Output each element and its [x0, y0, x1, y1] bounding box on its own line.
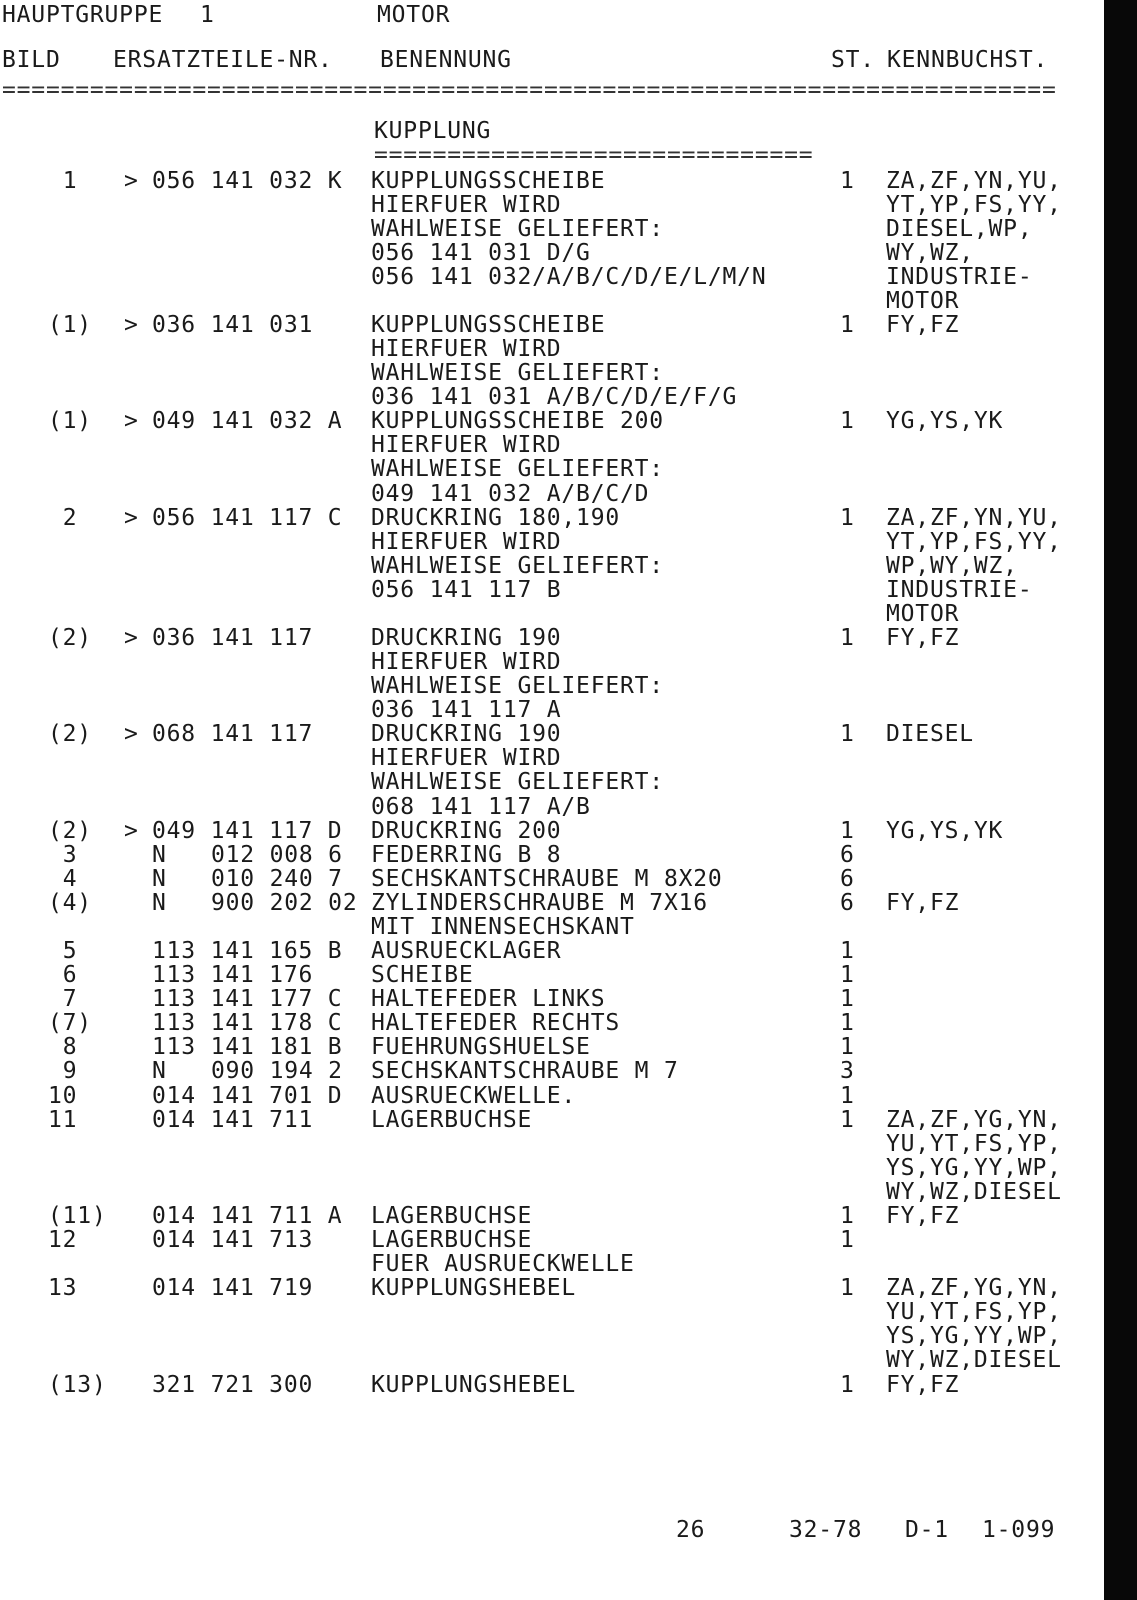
description-line: HIERFUER WIRD [371, 745, 562, 772]
part-prefix: N [152, 841, 167, 868]
section-title: KUPPLUNG [374, 118, 492, 144]
part-number: 068 141 117 [152, 721, 314, 748]
description-line: KUPPLUNGSSCHEIBE [371, 311, 606, 338]
bild-number: 12 [48, 1227, 78, 1254]
reference-code: 1-099 [982, 1517, 1056, 1543]
code-line: ZA,ZF,YG,YN, [886, 1106, 1062, 1133]
description-line: MIT INNENSECHSKANT [371, 913, 635, 940]
parts-entry [0, 939, 1100, 963]
code-line: FY,FZ [886, 311, 960, 338]
bild-number: (7) [48, 1010, 92, 1037]
description-line: 056 141 117 B [371, 576, 562, 603]
bild-number: 11 [48, 1106, 78, 1133]
parts-entry [0, 1084, 1100, 1108]
edition-code: D-1 [905, 1517, 949, 1543]
part-number: 014 141 711 [152, 1106, 314, 1133]
column-header-quantity: ST. [831, 47, 875, 73]
bild-number: 7 [62, 986, 78, 1013]
part-number: 056 141 117 C [152, 504, 343, 531]
bild-number: 10 [48, 1082, 78, 1109]
scan-edge-bar [1104, 0, 1137, 1600]
bild-number: 3 [62, 841, 78, 868]
part-number: 113 141 181 B [152, 1034, 343, 1061]
code-line: YG,YS,YK [886, 408, 1004, 435]
description-line: KUPPLUNGSHEBEL [371, 1371, 577, 1398]
code-line: DIESEL,WP, [886, 215, 1033, 242]
parts-entry [0, 891, 1100, 939]
column-header-codes: KENNBUCHST. [887, 47, 1049, 73]
quantity: 1 [840, 938, 855, 965]
parts-entry [0, 867, 1100, 891]
description-line: WAHLWEISE GELIEFERT: [371, 552, 664, 579]
description-line: WAHLWEISE GELIEFERT: [371, 673, 664, 700]
parts-entry [0, 963, 1100, 987]
replacement-marker: > [124, 504, 139, 531]
description-line: 049 141 032 A/B/C/D [371, 480, 650, 507]
description-line: FUEHRUNGSHUELSE [371, 1034, 591, 1061]
section-underline: ============================== [374, 142, 814, 168]
part-number: 010 240 7 [211, 865, 343, 892]
bild-number: (2) [48, 817, 92, 844]
parts-entry [0, 1204, 1100, 1228]
description-line: 036 141 117 A [371, 697, 562, 724]
quantity: 1 [840, 311, 855, 338]
code-line: FY,FZ [886, 1202, 960, 1229]
description-line: AUSRUECKLAGER [371, 938, 562, 965]
quantity: 1 [840, 962, 855, 989]
code-line: YT,YP,FS,YY, [886, 528, 1062, 555]
parts-entry [0, 1108, 1100, 1204]
bild-number: 13 [48, 1275, 78, 1302]
part-number: 014 141 719 [152, 1275, 314, 1302]
code-line: WY,WZ,DIESEL [886, 1178, 1062, 1205]
quantity: 6 [840, 865, 855, 892]
description-line: KUPPLUNGSSCHEIBE [371, 167, 606, 194]
description-line: LAGERBUCHSE [371, 1202, 533, 1229]
issue-code: 32-78 [789, 1517, 863, 1543]
part-number: 090 194 2 [211, 1058, 343, 1085]
description-line: LAGERBUCHSE [371, 1106, 533, 1133]
code-line: MOTOR [886, 600, 960, 627]
code-line: YU,YT,FS,YP, [886, 1299, 1062, 1326]
part-number: 113 141 177 C [152, 986, 343, 1013]
description-line: WAHLWEISE GELIEFERT: [371, 215, 664, 242]
part-number: 049 141 032 A [152, 408, 343, 435]
part-number: 036 141 117 [152, 625, 314, 652]
description-line: WAHLWEISE GELIEFERT: [371, 360, 664, 387]
quantity: 6 [840, 841, 855, 868]
description-line: HALTEFEDER LINKS [371, 986, 606, 1013]
part-number: 056 141 032 K [152, 167, 343, 194]
bild-number: (1) [48, 311, 92, 338]
description-line: SECHSKANTSCHRAUBE M 7 [371, 1058, 679, 1085]
quantity: 1 [840, 1034, 855, 1061]
code-line: ZA,ZF,YN,YU, [886, 167, 1062, 194]
parts-entry [0, 1276, 1100, 1372]
description-line: FEDERRING B 8 [371, 841, 562, 868]
bild-number: (13) [48, 1371, 107, 1398]
parts-entry [0, 169, 1100, 313]
bild-number: 4 [62, 865, 78, 892]
parts-entry [0, 722, 1100, 818]
code-line: FY,FZ [886, 625, 960, 652]
bild-number: (1) [48, 408, 92, 435]
parts-entry [0, 819, 1100, 843]
quantity: 1 [840, 1275, 855, 1302]
group-number: 1 [200, 2, 215, 28]
description-line: SCHEIBE [371, 962, 474, 989]
replacement-marker: > [124, 625, 139, 652]
replacement-marker: > [124, 167, 139, 194]
header-separator: ======================================================================== [2, 77, 1057, 103]
replacement-marker: > [124, 311, 139, 338]
description-line: FUER AUSRUECKWELLE [371, 1251, 635, 1278]
description-line: WAHLWEISE GELIEFERT: [371, 456, 664, 483]
bild-number: 5 [62, 938, 78, 965]
part-prefix: N [152, 1058, 167, 1085]
code-line: YS,YG,YY,WP, [886, 1323, 1062, 1350]
page-number: 26 [676, 1517, 706, 1543]
description-line: KUPPLUNGSHEBEL [371, 1275, 577, 1302]
parts-entry [0, 1059, 1100, 1083]
description-line: LAGERBUCHSE [371, 1227, 533, 1254]
description-line: DRUCKRING 190 [371, 625, 562, 652]
quantity: 1 [840, 1106, 855, 1133]
part-prefix: N [152, 889, 167, 916]
description-line: SECHSKANTSCHRAUBE M 8X20 [371, 865, 723, 892]
parts-entry [0, 1228, 1100, 1276]
quantity: 1 [840, 167, 855, 194]
description-line: 036 141 031 A/B/C/D/E/F/G [371, 384, 738, 411]
description-line: HIERFUER WIRD [371, 191, 562, 218]
replacement-marker: > [124, 817, 139, 844]
parts-entry [0, 1035, 1100, 1059]
part-number: 049 141 117 D [152, 817, 343, 844]
code-line: YT,YP,FS,YY, [886, 191, 1062, 218]
parts-entry [0, 626, 1100, 722]
quantity: 3 [840, 1058, 855, 1085]
bild-number: 8 [62, 1034, 78, 1061]
part-number: 113 141 178 C [152, 1010, 343, 1037]
part-prefix: N [152, 865, 167, 892]
description-line: ZYLINDERSCHRAUBE M 7X16 [371, 889, 708, 916]
bild-number: (2) [48, 625, 92, 652]
quantity: 1 [840, 721, 855, 748]
description-line: AUSRUECKWELLE. [371, 1082, 577, 1109]
parts-entry [0, 843, 1100, 867]
bild-number: (2) [48, 721, 92, 748]
part-number: 113 141 176 [152, 962, 314, 989]
bild-number: 6 [62, 962, 78, 989]
quantity: 1 [840, 625, 855, 652]
quantity: 1 [840, 986, 855, 1013]
parts-entry [0, 313, 1100, 409]
quantity: 1 [840, 817, 855, 844]
code-line: INDUSTRIE- [886, 263, 1033, 290]
code-line: WP,WY,WZ, [886, 552, 1018, 579]
column-header-bild: BILD [2, 47, 61, 73]
description-line: HIERFUER WIRD [371, 528, 562, 555]
parts-entry [0, 409, 1100, 505]
parts-entry [0, 506, 1100, 626]
part-number: 014 141 711 A [152, 1202, 343, 1229]
bild-number: 9 [62, 1058, 78, 1085]
quantity: 1 [840, 1202, 855, 1229]
code-line: FY,FZ [886, 889, 960, 916]
description-line: 056 141 031 D/G [371, 239, 591, 266]
replacement-marker: > [124, 721, 139, 748]
quantity: 6 [840, 889, 855, 916]
code-line: ZA,ZF,YG,YN, [886, 1275, 1062, 1302]
quantity: 1 [840, 1082, 855, 1109]
code-line: YS,YG,YY,WP, [886, 1154, 1062, 1181]
quantity: 1 [840, 1010, 855, 1037]
code-line: ZA,ZF,YN,YU, [886, 504, 1062, 531]
part-number: 113 141 165 B [152, 938, 343, 965]
bild-number: 2 [62, 504, 78, 531]
bild-number: 1 [62, 167, 78, 194]
part-number: 321 721 300 [152, 1371, 314, 1398]
quantity: 1 [840, 504, 855, 531]
quantity: 1 [840, 1227, 855, 1254]
part-number: 900 202 02 [211, 889, 358, 916]
column-header-description: BENENNUNG [380, 47, 512, 73]
bild-number: (4) [48, 889, 92, 916]
code-line: YU,YT,FS,YP, [886, 1130, 1062, 1157]
code-line: WY,WZ, [886, 239, 974, 266]
description-line: KUPPLUNGSSCHEIBE 200 [371, 408, 664, 435]
group-name: MOTOR [377, 2, 451, 28]
code-line: YG,YS,YK [886, 817, 1004, 844]
parts-entry [0, 987, 1100, 1011]
part-number: 014 141 713 [152, 1227, 314, 1254]
description-line: DRUCKRING 200 [371, 817, 562, 844]
code-line: DIESEL [886, 721, 974, 748]
part-number: 012 008 6 [211, 841, 343, 868]
description-line: DRUCKRING 180,190 [371, 504, 621, 531]
code-line: WY,WZ,DIESEL [886, 1347, 1062, 1374]
bild-number: (11) [48, 1202, 107, 1229]
column-header-part-number: ERSATZTEILE-NR. [113, 47, 333, 73]
replacement-marker: > [124, 408, 139, 435]
quantity: 1 [840, 1371, 855, 1398]
part-number: 036 141 031 [152, 311, 314, 338]
description-line: HALTEFEDER RECHTS [371, 1010, 621, 1037]
part-number: 014 141 701 D [152, 1082, 343, 1109]
description-line: HIERFUER WIRD [371, 649, 562, 676]
description-line: HIERFUER WIRD [371, 432, 562, 459]
code-line: INDUSTRIE- [886, 576, 1033, 603]
description-line: DRUCKRING 190 [371, 721, 562, 748]
code-line: FY,FZ [886, 1371, 960, 1398]
description-line: HIERFUER WIRD [371, 336, 562, 363]
parts-entry [0, 1373, 1100, 1397]
description-line: 056 141 032/A/B/C/D/E/L/M/N [371, 263, 767, 290]
code-line: MOTOR [886, 287, 960, 314]
group-label: HAUPTGRUPPE [2, 2, 164, 28]
quantity: 1 [840, 408, 855, 435]
parts-entry [0, 1011, 1100, 1035]
description-line: WAHLWEISE GELIEFERT: [371, 769, 664, 796]
description-line: 068 141 117 A/B [371, 793, 591, 820]
